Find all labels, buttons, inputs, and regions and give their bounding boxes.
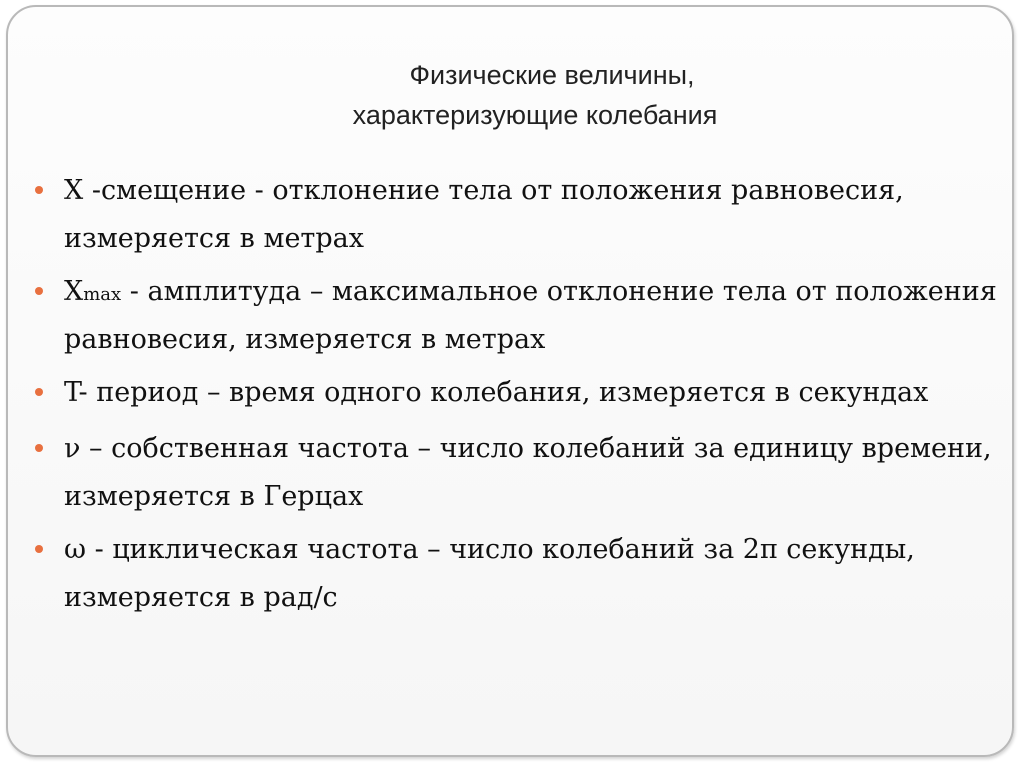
slide-title	[0, 55, 1024, 135]
bullet-list	[0, 168, 1000, 628]
bullet-dot-icon	[35, 444, 43, 452]
bullet-text: - амплитуда – максимальное отклонение тела от положения равновесия, измеряется в метрах	[64, 276, 997, 355]
bullet-symbol: X	[64, 175, 84, 206]
bullet-amplitude	[0, 269, 1000, 362]
bullet-text: -смещение - отклонение тела от положения равновесия, измеряется в метрах	[64, 175, 904, 254]
bullet-dot-icon	[35, 186, 43, 194]
bullet-text: – собственная частота – число колебаний за единицу времени, измеряется в Герцах	[64, 433, 992, 512]
bullet-period	[0, 370, 1000, 418]
bullet-dot-icon	[35, 287, 43, 295]
bullet-subscript: max	[83, 284, 122, 305]
bullet-symbol: X	[64, 276, 84, 307]
bullet-frequency	[0, 426, 1000, 519]
bullet-text: - циклическая частота – число колебаний за 2π секунды, измеряется в рад/с	[64, 534, 915, 613]
bullet-dot-icon	[35, 545, 43, 553]
bullet-dot-icon	[35, 388, 43, 396]
bullet-symbol: T	[64, 377, 79, 408]
bullet-text: - период – время одного колебания, измеряется в секундах	[78, 377, 929, 408]
bullet-symbol: ν	[64, 433, 81, 464]
title-line-2: характеризующие колебания	[352, 100, 718, 130]
bullet-cyclic-frequency	[0, 527, 1000, 620]
bullet-symbol: ω	[64, 534, 87, 565]
title-line-1: Физические величины,	[409, 60, 695, 90]
bullet-displacement	[0, 168, 1000, 261]
